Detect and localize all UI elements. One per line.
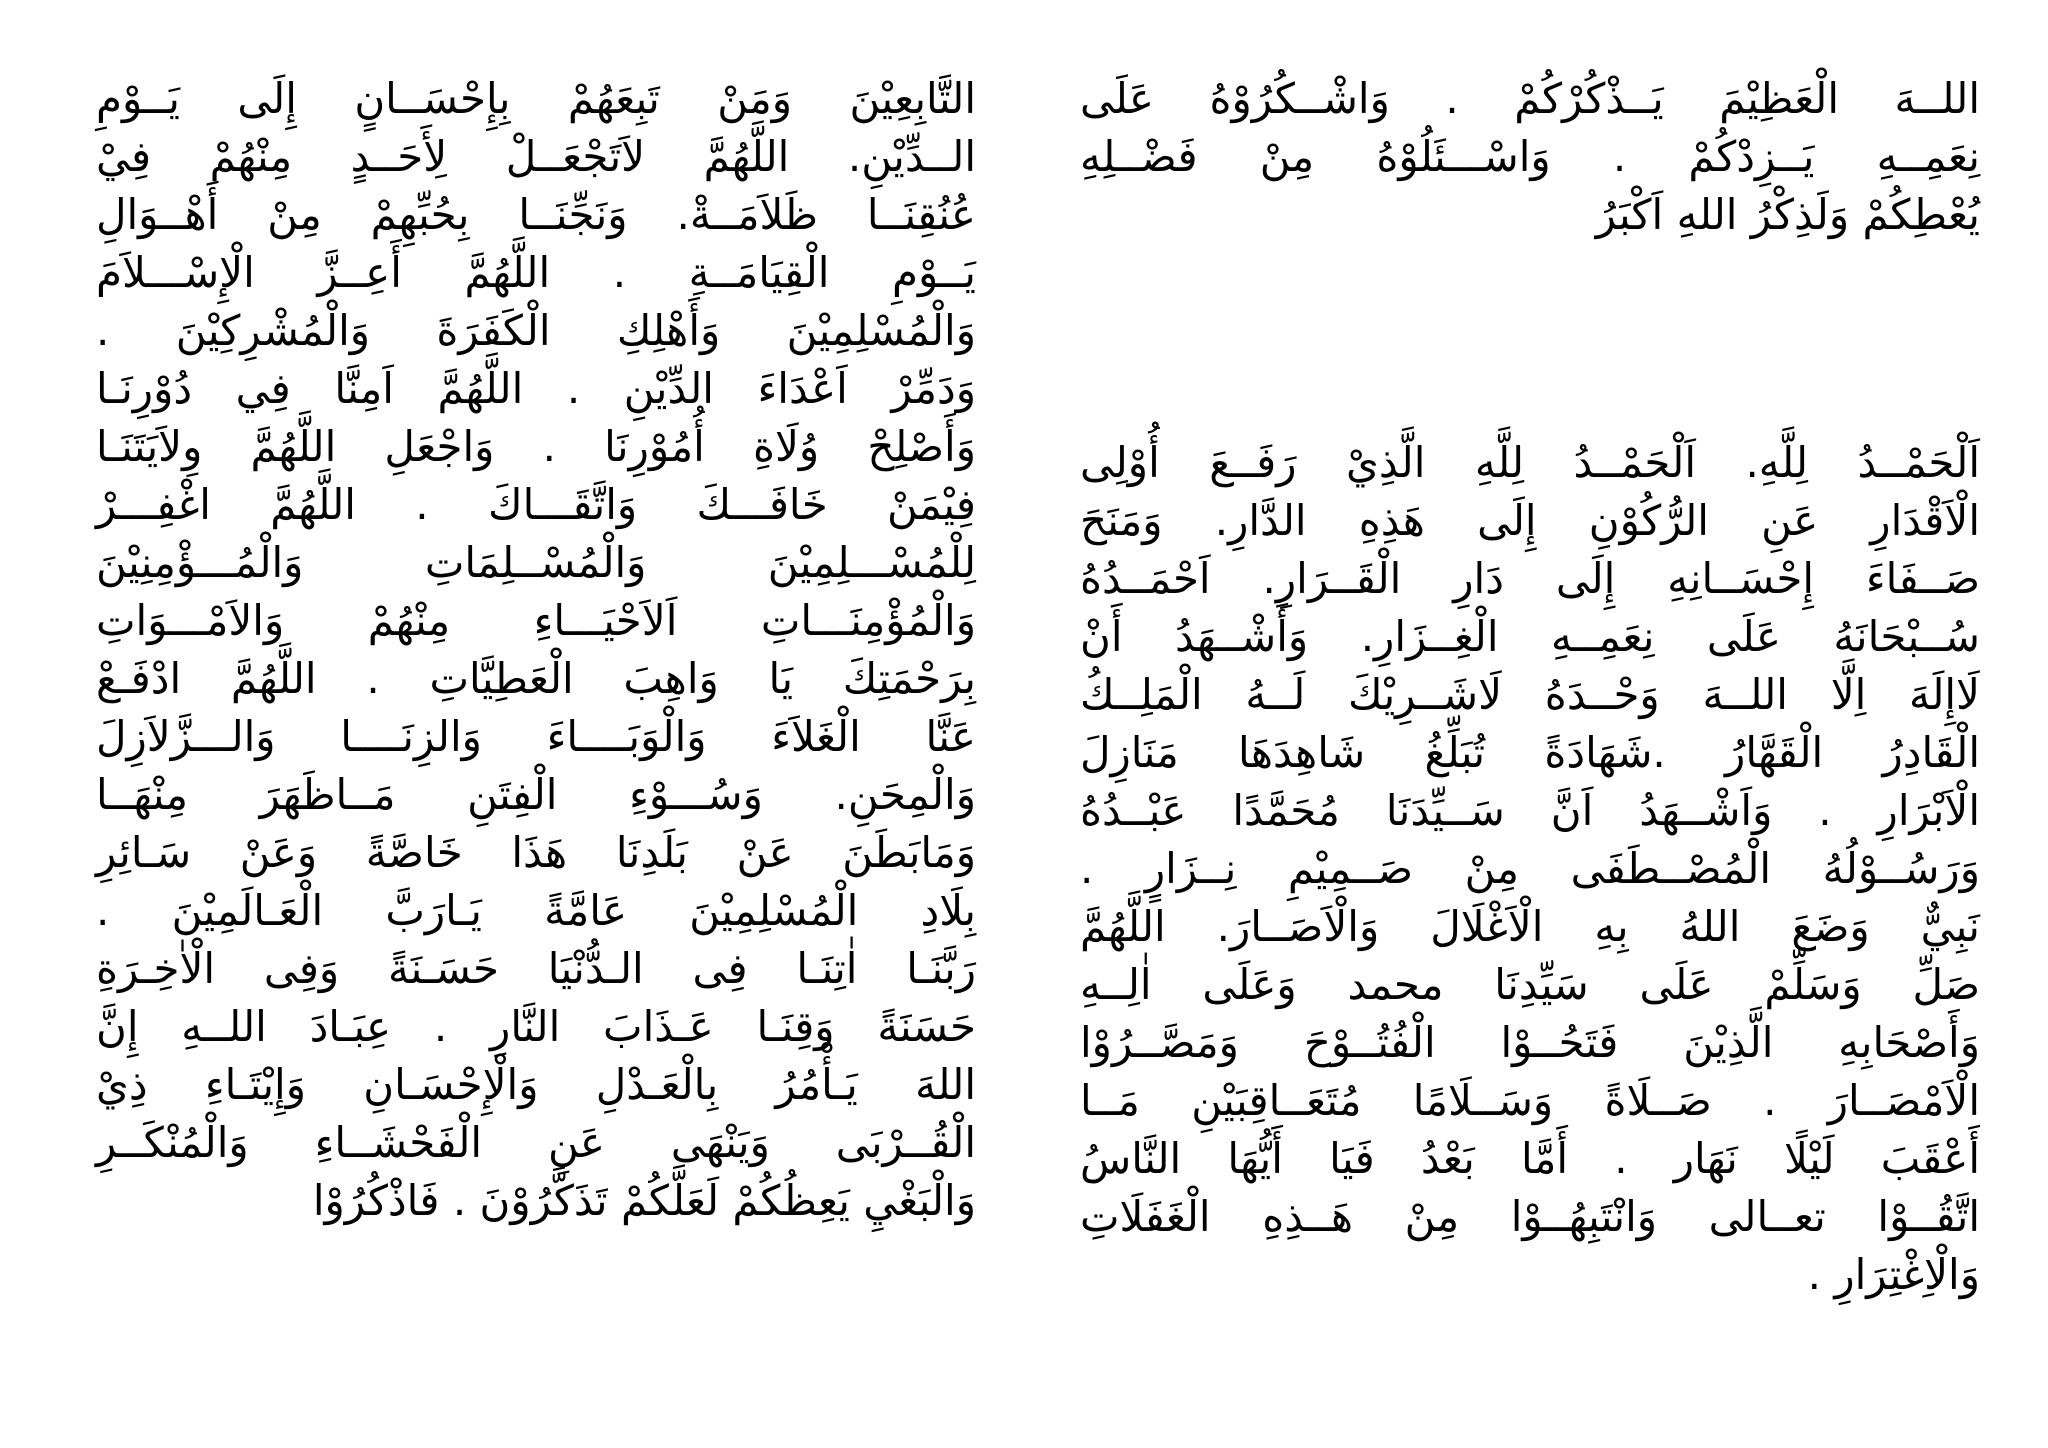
text-line: الــدِّيْنِ. اللَّهُمَّ لاَتَجْعَــلْ لِأَحَــدٍ مِنْهُمْ فِيْ bbox=[96, 132, 976, 181]
text-line: بِلَادِ الْمُسْلِمِيْنَ عَامَّةً يَـارَبَّ الْعَـالَمِيْنَ . bbox=[96, 886, 976, 935]
text-line: عَنَّا الْغَلاَءَ وَالْوَبَــــاءَ وَالزِنَــــا وَالـــزَّلاَزِلَ bbox=[96, 712, 976, 761]
text-line: وَرَسُــوْلُهُ الْمُصْــطَفَى مِنْ صَــمِيْمِ نِــزَارٍ . bbox=[1080, 844, 1980, 893]
text-line: وَالْمُسْلِمِيْنَ وَأَهْلِكِ الْكَفَرَةَ وَالْمُشْرِكِيْنَ . bbox=[96, 306, 976, 355]
text-line: وَمَابَطَنَ عَنْ بَلَدِنَا هَذَا خَاصَّةً وَعَنْ سَـائِرِ bbox=[96, 828, 976, 877]
right-text-column bbox=[1080, 70, 1980, 1304]
text-line: وَالْمُؤْمِنَـــاتِ اَلاَحْيَـــاءِ مِنْهُمْ وَالاَمْـــوَاتِ bbox=[96, 596, 976, 645]
text-line: وَالْمِحَنِ. وَسُـــوْءِ الْفِتَنِ مَــاظَهَرَ مِنْهَــا bbox=[96, 770, 976, 819]
text-line: سُــبْحَانَهُ عَلَى نِعَمِــهِ الْغِــزَارِ. وَأَشْــهَدُ أَنْ bbox=[1080, 612, 1980, 661]
text-line: اَلْحَمْــدُ لِلَّهِ. اَلْحَمْــدُ لِلَّهِ الَّذِيْ رَفَــعَ أُوْلِى bbox=[1080, 438, 1980, 487]
text-line: يَــوْمِ الْقِيَامَــةِ . اللَّهُمَّ أَعِــزَّ الْإِسْـــلاَمَ bbox=[96, 248, 976, 297]
paragraph-closing bbox=[1080, 70, 1980, 244]
text-line: لِلْمُسْـــلِمِيْنَ وَالْمُسْــلِمَاتِ وَالْمُـــؤْمِنِيْنَ bbox=[96, 538, 976, 587]
text-line: صَلِّ وَسَلِّمْ عَلَى سَيِّدِنَا محمد وَعَلَى اٰلِــهِ bbox=[1080, 960, 1980, 1009]
text-line: وَدَمِّرْ اَعْدَاءَ الدِّيْنِ . اللَّهُمَّ اَمِنَّا فِي دُوْرِنَـا bbox=[96, 364, 976, 413]
paragraph-opening bbox=[1080, 434, 1980, 1304]
text-line: حَسَنَةً وَقِنَـا عَـذَابَ النَّارِ . عِبَـادَ اللــهِ إِنَّ bbox=[96, 1002, 976, 1051]
text-line: لَاإِلَهَ اِلَّا اللــهَ وَحْــدَهُ لَاشَــرِيْكَ لَــهُ الْمَلِــكُ bbox=[1080, 670, 1980, 719]
text-line: الْاَبْرَارِ . وَاَشْــهَدُ اَنَّ سَــيِّدَنَا مُحَمَّدًا عَبْــدُهُ bbox=[1080, 786, 1980, 835]
text-line: بِرَحْمَتِكَ يَا وَاهِبَ الْعَطِيَّاتِ . اللَّهُمَّ ادْفَـعْ bbox=[96, 654, 976, 703]
left-text-column bbox=[96, 70, 976, 1230]
text-line: رَبَّنَـا اٰتِنَـا فِى الـدُّنْيَا حَسَـنَةً وَفِى الْاٰخِـرَةِ bbox=[96, 944, 976, 993]
text-line: الْاَمْصَــارَ . صَــلَاةً وَسَــلَامًا مُتَعَــاقِبَيْنِ مَــا bbox=[1080, 1076, 1980, 1125]
text-line: نِعَمِــهِ يَــزِدْكُمْ . وَاسْـــئَلُوْهُ مِنْ فَضْــلِهِ bbox=[1080, 132, 1980, 181]
text-line: فِيْمَنْ خَافَـــكَ وَاتَّقَـــاكَ . اللَّهُمَّ اغْفِـــرْ bbox=[96, 480, 976, 529]
paragraph-spacer bbox=[1080, 244, 1980, 434]
text-line: اللــهَ الْعَظِيْمَ يَــذْكُرْكُمْ . وَاشْــكُرُوْهُ عَلَى bbox=[1080, 74, 1980, 123]
text-line: الْاَقْدَارِ عَنِ الرُّكُوْنِ إِلَى هَذِهِ الدَّارِ. وَمَنَحَ bbox=[1080, 496, 1980, 545]
text-line: الْقَادِرُ الْقَهَّارُ .شَهَادَةً تُبَلِّغُ شَاهِدَهَا مَنَازِلَ bbox=[1080, 728, 1980, 777]
text-line: وَأَصْلِحْ وُلَاةِ أُمُوْرِنَا . وَاجْعَلِ اللَّهُمَّ وِلاَيَتَنَـا bbox=[96, 422, 976, 471]
text-line: وَالْبَغْيِ يَعِظُكُمْ لَعَلَّكُمْ تَذَكَّرُوْنَ . فَاذْكُرُوْا bbox=[312, 1176, 976, 1225]
text-line: اتَّقُــوْا تعــالى وَانْتَبِهُــوْا مِنْ هَــذِهِ الْغَفَلَاتِ bbox=[1080, 1192, 1980, 1241]
text-line: عُنُقِنَــا ظَلاَمَــةْ. وَنَجِّنَــا بِحُبِّهِمْ مِنْ أَهْــوَالِ bbox=[96, 190, 976, 239]
text-line: يُعْطِكُمْ وَلَذِكْرُ اللهِ اَكْبَرُ bbox=[1595, 190, 1980, 239]
text-line: الْقُــرْبَى وَيَنْهَى عَنِ الْفَحْشَــاءِ وَالْمُنْكَــرِ bbox=[96, 1118, 976, 1167]
text-line: وَالْاِغْتِرَارِ . bbox=[1807, 1250, 1980, 1299]
text-line: اللهَ يَـأْمُرُ بِالْعَـدْلِ وَالْإِحْسَـانِ وَإِيْتَـاءِ ذِيْ bbox=[96, 1060, 976, 1109]
text-line: نَبِيٌّ وَضَعَ اللهُ بِهِ الْاَغْلَالَ وَالْاَصَــارَ. اللَّهُمَّ bbox=[1080, 902, 1980, 951]
text-line: التَّابِعِيْنَ وَمَنْ تَبِعَهُمْ بِإِحْسَــانٍ إِلَى يَــوْمِ bbox=[96, 74, 976, 123]
text-line: وَأَصْحَابِهِ الَّذِيْنَ فَتَحُــوْا الْفُتُــوْحَ وَمَصَّــرُوْا bbox=[1080, 1018, 1980, 1067]
text-line: أَعْقَبَ لَيْلًا نَهَار . أَمَّا بَعْدُ فَيَا أَيُّهَا النَّاسُ bbox=[1080, 1134, 1980, 1183]
text-line: صَــفَاءَ إِحْسَــانِهِ إِلَى دَارِ الْقَــرَارِ. اَحْمَــدُهُ bbox=[1080, 554, 1980, 603]
